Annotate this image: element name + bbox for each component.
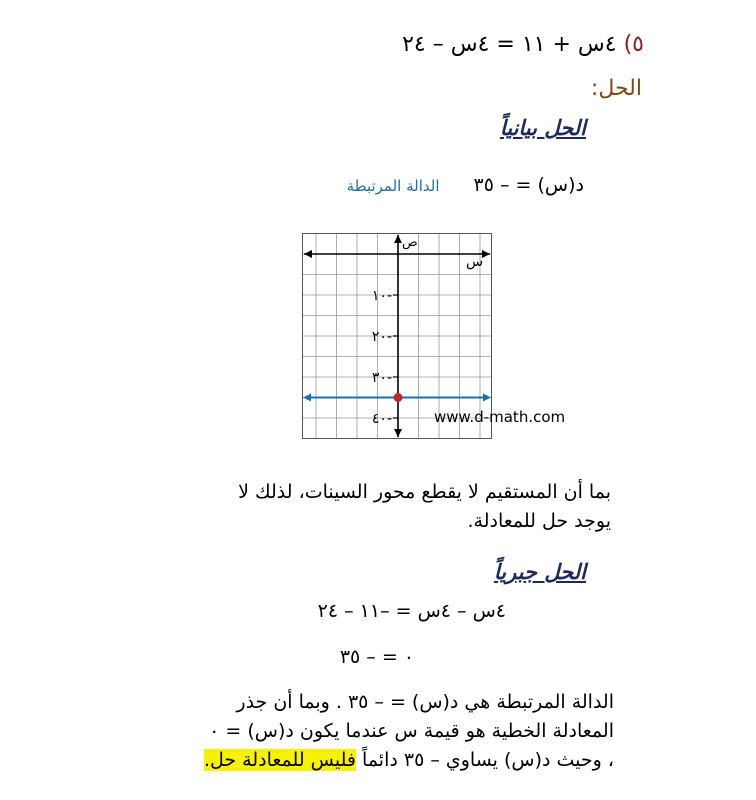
y-axis-arrow-down-icon <box>394 429 402 437</box>
related-function: د(س) = – ٣٥ <box>473 174 584 196</box>
function-graph <box>302 233 566 439</box>
conclusion-line-2: يوجد حل للمعادلة. <box>467 510 611 532</box>
y-intercept-point <box>394 393 403 402</box>
function-line-arrow-left-icon <box>303 394 311 402</box>
watermark: www.d-math.com <box>434 408 566 426</box>
algebraic-step-2: ٠ = – ٣٥ <box>339 646 414 668</box>
algebraic-explanation <box>204 688 614 775</box>
problem-equation: ٤س + ١١ = ٤س – ٢٤ <box>402 32 617 57</box>
graph-svg <box>302 233 566 439</box>
x-axis-arrow-right-icon <box>482 250 490 258</box>
problem-statement <box>402 32 644 57</box>
solution-label: الحل: <box>590 76 642 101</box>
explanation-line-1: الدالة المرتبطة هي د(س) = – ٣٥ . وبما أن جذر <box>236 691 614 713</box>
y-tick-label: ٢٠- <box>371 329 392 345</box>
y-axis-arrow-up-icon <box>394 235 402 243</box>
explanation-line-2: المعادلة الخطية هو قيمة س عندما يكون د(س) = ٠ <box>209 720 614 742</box>
explanation-line-3-text: ، وحيث د(س) يساوي – ٣٥ دائماً <box>355 749 614 771</box>
y-tick-label: ٣٠- <box>371 370 392 386</box>
graphical-conclusion <box>238 478 611 536</box>
y-axis-label: ص <box>402 235 418 250</box>
algebraic-step-1: ٤س – ٤س = –١١ – ٢٤ <box>317 600 506 622</box>
highlighted-conclusion: فليس للمعادلة حل. <box>203 749 356 771</box>
y-ticks <box>372 288 398 427</box>
related-function-line <box>347 174 584 196</box>
x-axis-label: س <box>466 254 484 270</box>
problem-number: ٥) <box>623 32 644 57</box>
y-tick-label: ٤٠- <box>371 411 392 427</box>
conclusion-line-1: بما أن المستقيم لا يقطع محور السينات، لذلك لا <box>238 481 611 503</box>
related-function-tag: الدالة المرتبطة <box>346 177 440 195</box>
graphical-solution-title: الحل بيانياً <box>499 116 586 140</box>
algebraic-solution-title: الحل جبرياً <box>493 560 586 584</box>
explanation-line-3 <box>204 746 614 775</box>
y-tick-label: ١٠- <box>371 288 392 304</box>
function-line-arrow-right-icon <box>483 394 491 402</box>
x-axis-arrow-left-icon <box>304 250 312 258</box>
